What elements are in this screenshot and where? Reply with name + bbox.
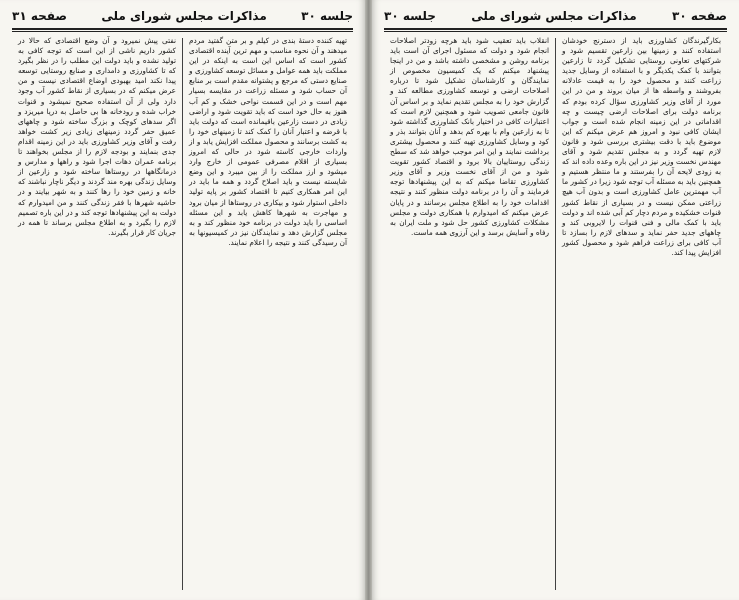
book-gutter bbox=[365, 0, 372, 600]
left-page-header bbox=[12, 6, 353, 26]
header-session: جلسه ۳۰ bbox=[301, 9, 353, 23]
text-column: انقلاب باید تعقیب شود باید هرچه زودتر اصلاحات انجام شود و دولت که مسئول اجرای آن است باید برنامه روشن و مشخصی داشته باشد و من در اینجا پیشنهاد میکنم که یک کمیسیون مخصوص از نمایندگان و کارشناسان تشکیل شود تا درباره اصلاحات ارضی و توسعه کشاورزی مطالعه کند و گزارش خود را به مجلس تقدیم نماید و بر اساس آن قانون جامعی تصویب شود و همچنین لازم است که اعتبارات کافی در اختیار بانک کشاورزی گذاشته شود تا به زارعین وام با بهره کم بدهد و آنان بتوانند بذر و کود و وسایل کشاورزی تهیه کنند و محصول بیشتری برداشت نمایند و این امر موجب خواهد شد که سطح زندگی روستاییان بالا برود و اقتصاد کشور تقویت شود و من از آقای نخست وزیر و آقای وزیر کشاورزی تقاضا میکنم که به این پیشنهادها توجه فرمایند و آن را در برنامه دولت منظور کنند و نتیجه اقدامات خود را به اطلاع مجلس برسانند و در پایان عرض میکنم که امیدوارم با همکاری دولت و مجلس مشکلات کشاورزی کشور حل شود و ملت ایران به رفاه و آسایش برسد و این آرزوی همه ماست. bbox=[390, 36, 549, 237]
header-title: مذاکرات مجلس شورای ملی bbox=[471, 9, 637, 23]
left-page bbox=[0, 0, 365, 600]
header-rule bbox=[384, 28, 727, 32]
right-page bbox=[372, 0, 739, 600]
header-session: جلسه ۳۰ bbox=[384, 9, 436, 23]
left-page-columns bbox=[14, 36, 351, 592]
text-column: بکارگیرندگان کشاورزی باید از دسترنج خودشان استفاده کنند و زمینها بین زارعین تقسیم شود و شرکتهای تعاونی روستایی تشکیل گردد تا زارعین بتوانند با کمک یکدیگر و با استفاده از وسایل جدید زراعت کنند و محصول خود را به قیمت عادلانه بفروشند و واسطه ها از میان بروند و من در این مورد از آقای وزیر کشاورزی سؤال کرده بودم که برنامه دولت برای اصلاحات ارضی چیست و چه اقداماتی در این زمینه انجام شده است و جواب ایشان کافی نبود و امروز هم عرض میکنم که این موضوع باید با دقت بیشتری بررسی شود و قانون لازم تهیه گردد و به مجلس تقدیم شود و آقای مهندس نخست وزیر نیز در این باره وعده داده اند که به زودی لایحه آن را بفرستند و ما منتظر هستیم و همچنین باید به مسئله آب توجه شود زیرا در کشور ما آب مهمترین عامل کشاورزی است و بدون آب هیچ زراعتی ممکن نیست و در بسیاری از نقاط کشور قنوات خشکیده و مردم دچار کم آبی شده اند و دولت باید با کمک مالی و فنی قنوات را لایروبی کند و چاههای جدید حفر نماید و سدهای لازم را بسازد تا آب کافی برای زراعت فراهم شود و محصول کشور افزایش پیدا کند. bbox=[562, 36, 721, 257]
column-divider bbox=[555, 38, 556, 590]
text-column: نفتی پیش نمیرود و آن وضع اقتصادی که حالا در کشور داریم ناشی از این است که توجه کافی به تولید نشده و باید دولت این مطلب را در نظر بگیرد که تا کشاورزی و دامداری و صنایع روستایی توسعه پیدا نکند امید بهبودی اوضاع اقتصادی نیست و من عرض میکنم که در بسیاری از نقاط کشور آب وجود دارد ولی از آن استفاده صحیح نمیشود و قنوات خراب شده و رودخانه ها بی حاصل به دریا میریزد و اگر سدهای کوچک و بزرگ ساخته شود و چاههای عمیق حفر گردد زمینهای زیادی زیر کشت خواهد رفت و آقای وزیر کشاورزی باید در این زمینه اقدام جدی بنمایند و بودجه لازم را از مجلس بخواهند تا برنامه عمران دهات اجرا شود و راهها و مدارس و درمانگاهها در روستاها ساخته شود و زارعین از وسایل زندگی بهره مند گردند و دیگر ناچار نباشند که خانه و زمین خود را رها کنند و به شهر بیایند و در حاشیه شهرها با فقر زندگی کنند و من امیدوارم که دولت به این پیشنهادها توجه کند و در این باره تصمیم لازم را بگیرد و به اطلاع مجلس برساند تا همه در جریان کار قرار بگیرند. bbox=[18, 36, 176, 237]
text-column: تهیه کننده دستهٔ بندی در کیلم و بر متن گفتید مردم میدهند و آن نحوه مناسب و مهم ترین آینده اقتصادی کشور است که اساس این است به اینکه در این مملکت باید همه عوامل و مسائل توسعه کشاورزی و صنایع دستی که مرجع و پشتوانه مقدم است بر منابع آن حساب شود و مسئله زراعت در مقایسه بسیار مهم است و در این قسمت نواحی خشک و کم آب هنوز به حال خود است که باید تقویت شود و اراضی زیادی در دست زارعین باقیمانده است که دولت باید با قرضه و اعتبار آنان را کمک کند تا زمینهای خود را به کشت برسانند و محصول مملکت افزایش یابد و از واردات خارجی کاسته شود در حالی که امروز بسیاری از اقلام مصرفی عمومی از خارج وارد میشود و ارز مملکت را از بین میبرد و این وضع شایسته نیست و باید اصلاح گردد و همه ما باید در این امر همکاری کنیم تا اقتصاد کشور بر پایه تولید داخلی استوار شود و بیکاری در روستاها از میان برود و مهاجرت به شهرها کاهش یابد و این مسئله اساسی را باید دولت در برنامه خود منظور کند و به مجلس گزارش دهد و نمایندگان نیز در کمیسیونها به آن رسیدگی کنند و نتیجه را اعلام نمایند. bbox=[189, 36, 347, 247]
header-title: مذاکرات مجلس شورای ملی bbox=[101, 9, 267, 23]
column-divider bbox=[182, 38, 183, 590]
right-page-columns bbox=[386, 36, 725, 592]
right-page-header bbox=[384, 6, 727, 26]
header-page-number: صفحه ۳۱ bbox=[12, 9, 67, 23]
header-rule bbox=[12, 28, 353, 32]
header-page-number: صفحه ۳۰ bbox=[672, 9, 727, 23]
